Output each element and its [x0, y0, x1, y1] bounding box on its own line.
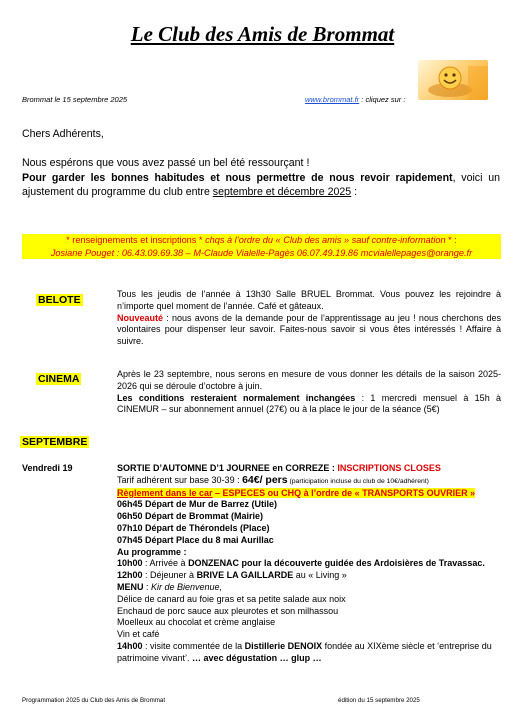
info-line-1: [22, 234, 501, 247]
departure-list: [117, 499, 517, 546]
event-details: [117, 463, 517, 665]
belote-new-label: Nouveauté: [117, 312, 164, 323]
event-closed-badge: INSCRIPTIONS CLOSES: [337, 463, 441, 473]
intro-rest: , voici un ajustement du programme du club entre: [22, 172, 500, 198]
menu-line: MENU : Kir de Bienvenue,: [117, 581, 223, 592]
footer-left: Programmation 2025 du Club des Amis de Brommat: [22, 697, 166, 704]
cinema-bold: Les conditions resteraient normalement inchangées: [117, 392, 356, 403]
tariff-line: [117, 475, 517, 488]
payment-highlight: [117, 488, 475, 498]
event-day: Vendredi 19: [22, 463, 73, 473]
tariff-price: 64€/ pers: [242, 473, 288, 486]
event-title-line: [117, 463, 517, 475]
belote-label-wrap: [36, 290, 83, 308]
payment-line: [117, 488, 517, 500]
menu-intro: Kir de Bienvenue,: [151, 581, 223, 592]
departure-item: 07h10 Départ de Thérondels (Place): [117, 522, 270, 533]
payment-text: – ESPECES ou CHQ à l’ordre de « TRANSPORTS OUVRIER »: [212, 487, 476, 498]
date-line: Brommat le 15 septembre 2025: [22, 95, 128, 104]
p3-place: Distillerie DENOIX: [244, 640, 323, 651]
intro-bold: Pour garder les bonnes habitudes et nous permettre de nous revoir rapidement: [22, 172, 453, 184]
intro-period: septembre et décembre 2025: [212, 185, 352, 198]
cinema-label-wrap: [36, 369, 81, 387]
intro-end: :: [351, 185, 358, 198]
program-item-3: [117, 641, 501, 665]
info-line-1a: * renseignements et inscriptions *: [66, 235, 206, 245]
tariff-label: Tarif adhérent sur base 30-39 :: [117, 474, 243, 485]
info-band: [22, 234, 501, 259]
p1-place: DONZENAC pour la découverte guidée des Ardoisières de Travassac.: [188, 558, 485, 569]
belote-label: BELOTE: [38, 294, 81, 306]
intro-line: Nous espérons que vous avez passé un bel été ressourçant !: [22, 157, 310, 169]
p1-text: : Arrivée à: [142, 558, 189, 569]
info-line-1c: * :: [445, 235, 457, 245]
departure-item: 07h45 Départ Place du 8 mai Aurillac: [117, 534, 274, 545]
departure-item: 06h45 Départ de Mur de Barrez (Utile): [117, 499, 278, 510]
menu-item: Vin et café: [117, 629, 160, 640]
menu-item: Enchaud de porc sauce aux pleurotes et son milhassou: [117, 605, 339, 616]
p3-tasting: … avec dégustation … glup …: [192, 652, 322, 663]
website-link[interactable]: www.brommat.fr: [305, 95, 360, 104]
p3-time: 14h00: [117, 640, 143, 651]
belote-text-2: : nous avons de la demande pour de l’apprentissage au jeu ! nous cherchons des volontaires pour dispenser leur savoir. Faites-nous savoir si vous êtes intéressés ! Affaire à suivre.: [117, 312, 501, 347]
tariff-note: (participation incluse du club de 10€/adhérent): [287, 477, 429, 485]
belote-text: [117, 289, 501, 348]
website-line: [305, 95, 405, 104]
cinema-label: CINEMA: [38, 373, 80, 385]
menu-label: MENU: [117, 581, 144, 592]
event-title: SORTIE D’AUTOMNE D’1 JOURNEE en CORREZE :: [117, 463, 338, 473]
footer-right: édition du 15 septembre 2025: [338, 697, 420, 704]
cinema-text-2: : 1 mercredi mensuel à 15h à CINEMUR – sur abonnement annuel (27€) ou à la place le jour de la séance (5€): [117, 392, 502, 415]
cinema-text: [117, 369, 501, 416]
intro-paragraph: [22, 172, 500, 199]
p3-text: : visite commentée de la: [142, 640, 245, 651]
info-line-1b: chqs à l’ordre du « Club des amis » sauf contre-information: [205, 235, 446, 245]
program-label: Au programme :: [117, 546, 187, 557]
menu-item: Délice de canard au foie gras et sa petite salade aux noix: [117, 593, 346, 604]
program-item-2: [117, 570, 517, 582]
belote-text-1: Tous les jeudis de l’année à 13h30 Salle BRUEL Brommat. Vous pouvez les rejoindre à n’importe quel moment de l’année. Café et gâteaux.: [117, 289, 501, 311]
payment-label: Règlement dans le car: [117, 487, 213, 498]
website-suffix: : cliquez sur :: [359, 95, 406, 104]
p2-venue: au « Living »: [293, 570, 347, 581]
cinema-text-1: Après le 23 septembre, nous serons en mesure de vous donner les détails de la saison 2025-2026 qui se déroule d’octobre à juin.: [117, 369, 501, 391]
p2-place: BRIVE LA GAILLARDE: [196, 570, 294, 581]
page-title: Le Club des Amis de Brommat: [130, 22, 395, 46]
p2-text: : Déjeuner à: [142, 570, 197, 581]
program-item-1: [117, 558, 517, 570]
greeting: Chers Adhérents,: [22, 128, 104, 140]
september-label: SEPTEMBRE: [22, 436, 88, 448]
smiley-coffee-icon[interactable]: [418, 60, 488, 100]
p1-time: 10h00: [117, 558, 143, 569]
september-label-wrap: [20, 432, 89, 450]
departure-item: 06h50 Départ de Brommat (Mairie): [117, 511, 264, 522]
info-contacts: Josiane Pouget : 06.43.09.69.38 – M-Claude Vialelle-Pagès 06.07.49.19.86 mcvialellepages@orange.fr: [50, 247, 473, 258]
menu-item: Moelleux au chocolat et crème anglaise: [117, 617, 276, 628]
p3-desc: fondée au XIXème siècle et ‘entreprise du patrimoine vivant’.: [117, 640, 492, 663]
p2-time: 12h00: [117, 570, 143, 581]
